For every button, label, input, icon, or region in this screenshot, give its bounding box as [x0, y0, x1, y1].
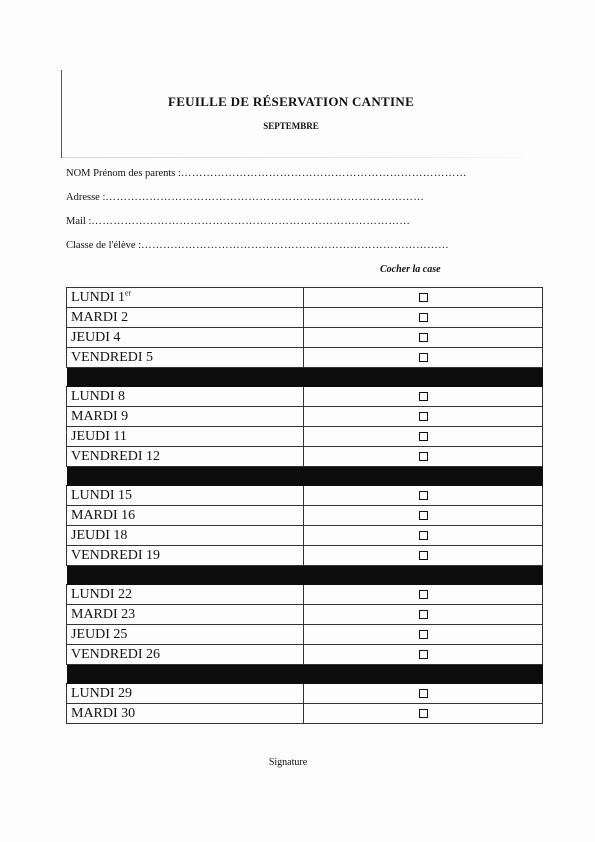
table-row	[67, 328, 543, 348]
reservation-checkbox[interactable]	[419, 689, 428, 698]
checkbox-cell	[304, 645, 543, 665]
table-row	[67, 407, 543, 427]
reservation-checkbox[interactable]	[419, 709, 428, 718]
address-field[interactable]	[66, 192, 506, 203]
week-separator	[67, 368, 543, 387]
day-label: JEUDI 18	[71, 528, 128, 543]
day-cell	[67, 328, 304, 348]
checkbox-cell	[304, 585, 543, 605]
signature-label: Signature	[268, 757, 308, 768]
reservation-checkbox[interactable]	[419, 650, 428, 659]
table-row	[67, 506, 543, 526]
day-label: JEUDI 4	[71, 330, 121, 345]
reservation-checkbox[interactable]	[419, 313, 428, 322]
checkbox-cell	[304, 526, 543, 546]
week-separator	[67, 665, 543, 684]
student-class-field[interactable]	[66, 240, 506, 251]
day-cell	[67, 605, 304, 625]
check-instruction: Cocher la case	[380, 264, 441, 275]
checkbox-cell	[304, 387, 543, 407]
day-cell	[67, 288, 304, 308]
day-ordinal-suffix: er	[125, 288, 132, 298]
week-separator-bar	[67, 368, 543, 387]
day-label: MARDI 16	[71, 508, 136, 523]
day-cell	[67, 427, 304, 447]
table-row	[67, 486, 543, 506]
day-label: LUNDI 1	[71, 290, 126, 305]
checkbox-cell	[304, 625, 543, 645]
field-label: Adresse :	[66, 192, 106, 203]
day-label: MARDI 23	[71, 607, 136, 622]
field-dots: ……………………………………………………………………	[180, 168, 467, 179]
day-label: LUNDI 15	[71, 488, 133, 503]
day-label: MARDI 30	[71, 706, 136, 721]
day-cell	[67, 585, 304, 605]
checkbox-cell	[304, 308, 543, 328]
week-separator-bar	[67, 566, 543, 585]
table-row	[67, 625, 543, 645]
mail-field[interactable]	[66, 216, 506, 227]
week-separator	[67, 566, 543, 585]
parents-name-field[interactable]	[66, 168, 506, 179]
day-cell	[67, 526, 304, 546]
day-label: VENDREDI 12	[71, 449, 161, 464]
reservation-checkbox[interactable]	[419, 333, 428, 342]
field-dots: …………………………………………………………………………	[141, 240, 450, 251]
day-cell	[67, 486, 304, 506]
field-dots: ……………………………………………………………………………	[91, 216, 411, 227]
table-row	[67, 387, 543, 407]
reservation-checkbox[interactable]	[419, 531, 428, 540]
day-label: VENDREDI 19	[71, 548, 161, 563]
week-separator	[67, 467, 543, 486]
reservation-checkbox[interactable]	[419, 511, 428, 520]
reservation-checkbox[interactable]	[419, 551, 428, 560]
checkbox-cell	[304, 328, 543, 348]
day-cell	[67, 546, 304, 566]
day-label: JEUDI 11	[71, 429, 127, 444]
reservation-checkbox[interactable]	[419, 412, 428, 421]
checkbox-cell	[304, 605, 543, 625]
day-label: LUNDI 8	[71, 389, 126, 404]
reservation-checkbox[interactable]	[419, 293, 428, 302]
table-row	[67, 288, 543, 308]
day-label: MARDI 9	[71, 409, 129, 424]
reservation-checkbox[interactable]	[419, 392, 428, 401]
page-title: FEUILLE DE RÉSERVATION CANTINE	[167, 94, 415, 109]
table-row	[67, 308, 543, 328]
day-label: LUNDI 29	[71, 686, 133, 701]
week-separator-bar	[67, 665, 543, 684]
reservation-checkbox[interactable]	[419, 590, 428, 599]
checkbox-cell	[304, 684, 543, 704]
day-cell	[67, 645, 304, 665]
reservation-checkbox[interactable]	[419, 630, 428, 639]
reservation-checkbox[interactable]	[419, 452, 428, 461]
table-row	[67, 645, 543, 665]
table-row	[67, 427, 543, 447]
table-row	[67, 546, 543, 566]
table-row	[67, 585, 543, 605]
day-label: LUNDI 22	[71, 587, 133, 602]
month-label: SEPTEMBRE	[263, 121, 319, 131]
day-cell	[67, 348, 304, 368]
field-dots: ……………………………………………………………………………	[105, 192, 425, 203]
checkbox-cell	[304, 546, 543, 566]
week-separator-bar	[67, 467, 543, 486]
day-cell	[67, 308, 304, 328]
checkbox-cell	[304, 486, 543, 506]
checkbox-cell	[304, 704, 543, 724]
checkbox-cell	[304, 407, 543, 427]
checkbox-cell	[304, 427, 543, 447]
field-label: Classe de l'élève :	[66, 240, 142, 251]
table-row	[67, 605, 543, 625]
checkbox-cell	[304, 348, 543, 368]
reservation-checkbox[interactable]	[419, 491, 428, 500]
day-cell	[67, 387, 304, 407]
header-frame	[61, 70, 522, 158]
table-row	[67, 704, 543, 724]
field-label: NOM Prénom des parents :	[66, 168, 181, 179]
checkbox-cell	[304, 447, 543, 467]
day-cell	[67, 506, 304, 526]
day-cell	[67, 447, 304, 467]
reservation-checkbox[interactable]	[419, 353, 428, 362]
reservation-checkbox[interactable]	[419, 610, 428, 619]
day-cell	[67, 704, 304, 724]
table-row	[67, 526, 543, 546]
day-label: MARDI 2	[71, 310, 129, 325]
day-cell	[67, 625, 304, 645]
day-label: VENDREDI 5	[71, 350, 154, 365]
day-cell	[67, 407, 304, 427]
table-row	[67, 447, 543, 467]
day-cell	[67, 684, 304, 704]
table-row	[67, 348, 543, 368]
reservation-table	[66, 287, 543, 724]
table-row	[67, 684, 543, 704]
reservation-checkbox[interactable]	[419, 432, 428, 441]
day-label: JEUDI 25	[71, 627, 128, 642]
checkbox-cell	[304, 506, 543, 526]
field-label: Mail :	[66, 216, 92, 227]
day-label: VENDREDI 26	[71, 647, 161, 662]
checkbox-cell	[304, 288, 543, 308]
